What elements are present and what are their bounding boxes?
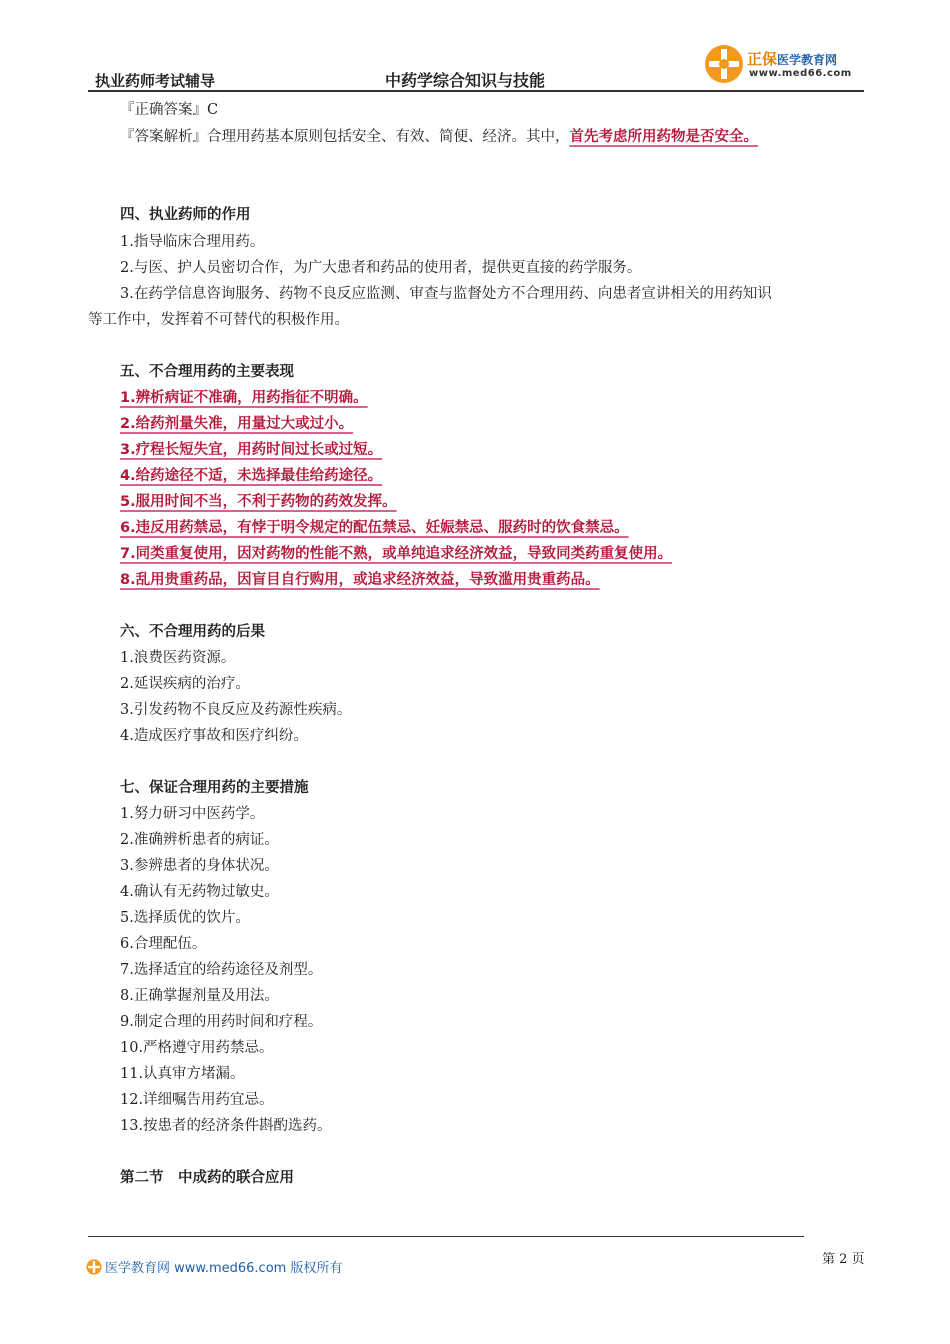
list-item-highlight: 7.同类重复使用，因对药物的性能不熟，或单纯追求经济效益，导致同类药重复使用。: [120, 546, 673, 562]
list-item-highlight: 2.给药剂量失准，用量过大或过小。: [120, 416, 354, 432]
footer-copyright-text: 医学教育网 www.med66.com 版权所有: [105, 1261, 343, 1276]
list-item: 4.确认有无药物过敏史。: [120, 884, 279, 900]
list-item-highlight: 3.疗程长短失宜，用药时间过长或过短。: [120, 442, 383, 458]
header-divider: [88, 90, 864, 92]
page-number: 第 2 页: [822, 1252, 865, 1267]
list-item: 5.选择质优的饮片。: [120, 910, 250, 926]
section-4-title: 四、执业药师的作用: [120, 207, 251, 223]
list-item: 9.制定合理的用药时间和疗程。: [120, 1014, 323, 1030]
footer-logo-icon: [86, 1259, 102, 1275]
list-item: 2.延误疾病的治疗。: [120, 676, 250, 692]
section-5-title: 五、不合理用药的主要表现: [120, 364, 294, 380]
list-item: 1.努力研习中医药学。: [120, 806, 265, 822]
list-item: 2.准确辨析患者的病证。: [120, 832, 279, 848]
header-center-title: 中药学综合知识与技能: [385, 71, 546, 90]
section-6-title: 六、不合理用药的后果: [120, 624, 265, 640]
logo-cross-icon: [704, 44, 744, 84]
list-item-highlight: 5.服用时间不当，不利于药物的药效发挥。: [120, 494, 397, 510]
list-item: 1.指导临床合理用药。: [120, 234, 265, 250]
list-item: 10.严格遵守用药禁忌。: [120, 1040, 274, 1056]
header-left-title: 执业药师考试辅导: [95, 72, 216, 90]
list-item: 3.参辨患者的身体状况。: [120, 858, 279, 874]
footer-copyright: [86, 1257, 342, 1276]
logo-brand-subname: 医学教育网: [777, 53, 838, 67]
list-item-highlight: 4.给药途径不适，未选择最佳给药途径。: [120, 468, 383, 484]
list-item: 8.正确掌握剂量及用法。: [120, 988, 279, 1004]
answer-analysis: [120, 127, 758, 147]
list-item: 12.详细嘱告用药宜忌。: [120, 1092, 274, 1108]
list-item: 6.合理配伍。: [120, 936, 207, 952]
logo-brand-text: [747, 48, 837, 69]
list-item-highlight: 1.辨析病证不准确，用药指征不明确。: [120, 390, 368, 406]
section-next-title: 第二节 中成药的联合应用: [120, 1170, 294, 1186]
section-7-title: 七、保证合理用药的主要措施: [120, 780, 309, 796]
analysis-text: 『答案解析』合理用药基本原则包括安全、有效、简便、经济。其中，: [120, 129, 570, 145]
list-item: 3.引发药物不良反应及药源性疾病。: [120, 702, 352, 718]
list-item: 2.与医、护人员密切合作，为广大患者和药品的使用者，提供更直接的药学服务。: [120, 260, 642, 276]
analysis-highlight: 首先考虑所用药物是否安全。: [569, 129, 758, 145]
list-item: 7.选择适宜的给药途径及剂型。: [120, 962, 323, 978]
list-item: 13.按患者的经济条件斟酌选药。: [120, 1118, 332, 1134]
list-item: 4.造成医疗事故和医疗纠纷。: [120, 728, 308, 744]
list-item: 11.认真审方堵漏。: [120, 1066, 245, 1082]
footer-divider: [88, 1236, 804, 1237]
list-item-highlight: 8.乱用贵重药品，因盲目自行购用，或追求经济效益，导致滥用贵重药品。: [120, 572, 600, 588]
brand-logo: [704, 44, 864, 86]
logo-url: www.med66.com: [749, 68, 852, 79]
list-item: 3.在药学信息咨询服务、药物不良反应监测、审查与监督处方不合理用药、向患者宣讲相关的用药知识: [120, 286, 772, 302]
logo-brand-name: 正保: [747, 50, 778, 68]
list-item: 1.浪费医药资源。: [120, 650, 236, 666]
list-item-highlight: 6.违反用药禁忌，有悖于明令规定的配伍禁忌、妊娠禁忌、服药时的饮食禁忌。: [120, 520, 629, 536]
correct-answer: 『正确答案』C: [120, 102, 219, 118]
list-item-continuation: 等工作中，发挥着不可替代的积极作用。: [88, 312, 349, 328]
